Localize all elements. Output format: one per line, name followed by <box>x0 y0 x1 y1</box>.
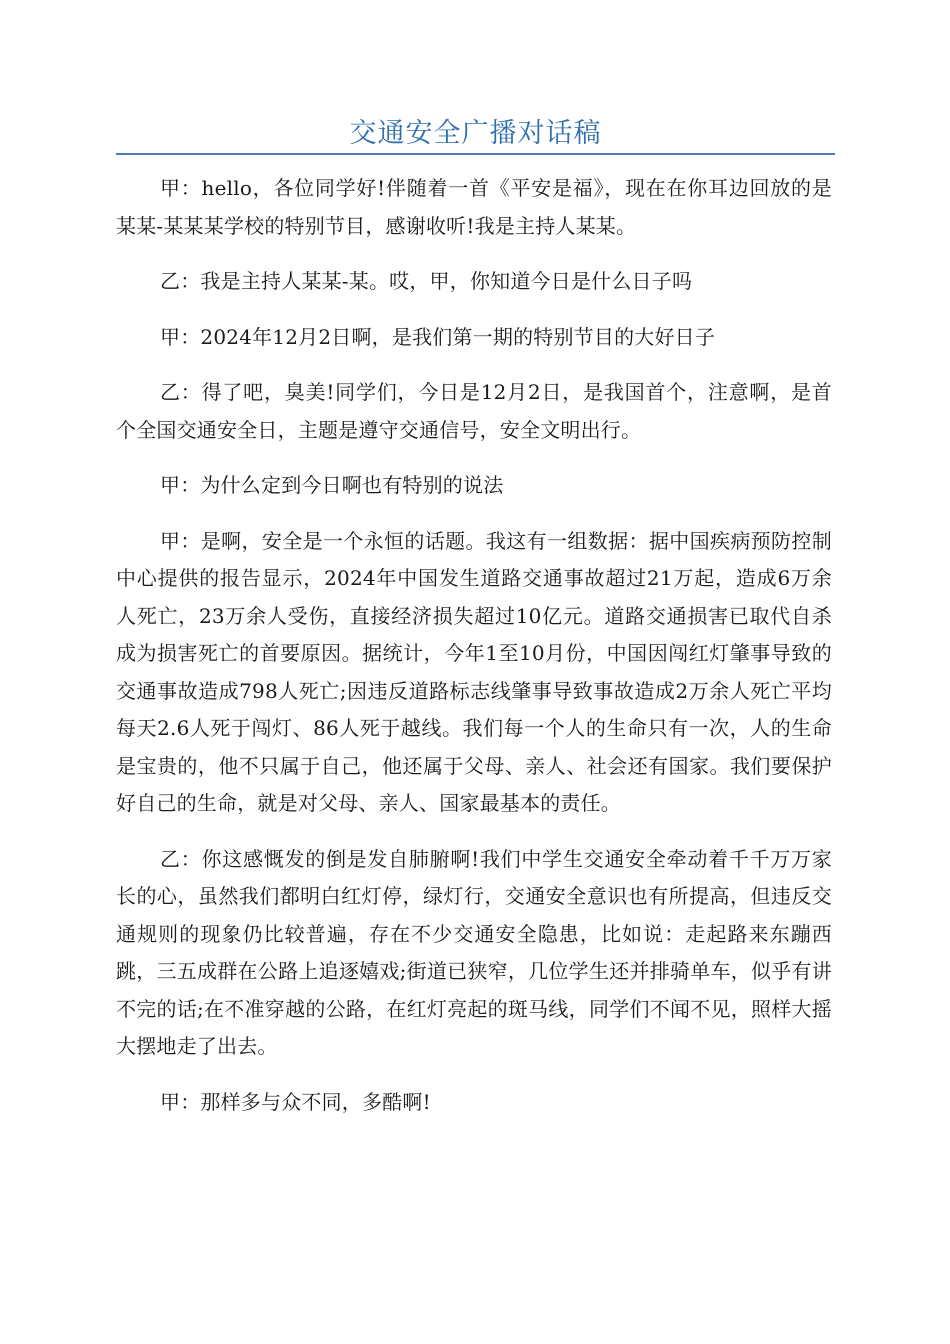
dialogue-paragraph: 甲：2024年12月2日啊，是我们第一期的特别节目的大好日子 <box>160 324 716 349</box>
document-title: 交通安全广播对话稿 <box>349 118 602 149</box>
dialogue-paragraph: 甲：hello，各位同学好!伴随着一首《平安是福》，现在在你耳边回放的是某某-某某某学校的特别节目，感谢收听!我是主持人某某。 <box>116 176 832 238</box>
dialogue-paragraph: 乙：我是主持人某某-某。哎，甲，你知道今日是什么日子吗 <box>160 269 693 293</box>
dialogue-paragraph: 乙：你这感慨发的倒是发自肺腑啊!我们中学生交通安全牵动着千千万万家长的心，虽然我们都明白红灯停，绿灯行，交通安全意识也有所提高，但违反交通规则的现象仍比较普遍，存在不少交通安全隐患，比如说：走起路来东蹦西跳，三五成群在公路上追逐嬉戏;街道已狭窄，几位学生还并排骑单车，似乎有讲不完的话;在不准穿越的公路，在红灯亮起的斑马线，同学们不闻不见，照样大摇大摆地走了出去。 <box>116 846 832 1058</box>
dialogue-paragraph: 甲：是啊，安全是一个永恒的话题。我这有一组数据：据中国疾病预防控制中心提供的报告显示，2024年中国发生道路交通事故超过21万起，造成6万余人死亡，23万余人受伤，直接经济损失超过10亿元。道路交通损害已取代自杀成为损害死亡的首要原因。据统计，今年1至10月份，中国因闯红灯肇事导致的交通事故造成798人死亡;因违反道路标志线肇事导致事故造成2万余人死亡平均每天2.6人死于闯灯、86人死于越线。我们每一个人的生命只有一次，人的生命是宝贵的，他不只属于自己，他还属于父母、亲人、社会还有国家。我们要保护好自己的生命，就是对父母、亲人、国家最基本的责任。 <box>116 528 832 815</box>
document-body <box>116 170 832 1139</box>
title-underline <box>116 153 835 155</box>
dialogue-paragraph: 甲：那样多与众不同，多酷啊! <box>160 1089 431 1114</box>
dialogue-paragraph: 甲：为什么定到今日啊也有特别的说法 <box>160 473 504 497</box>
dialogue-paragraph: 乙：得了吧，臭美!同学们，今日是12月2日，是我国首个，注意啊，是首个全国交通安全日，主题是遵守交通信号，安全文明出行。 <box>116 380 832 442</box>
